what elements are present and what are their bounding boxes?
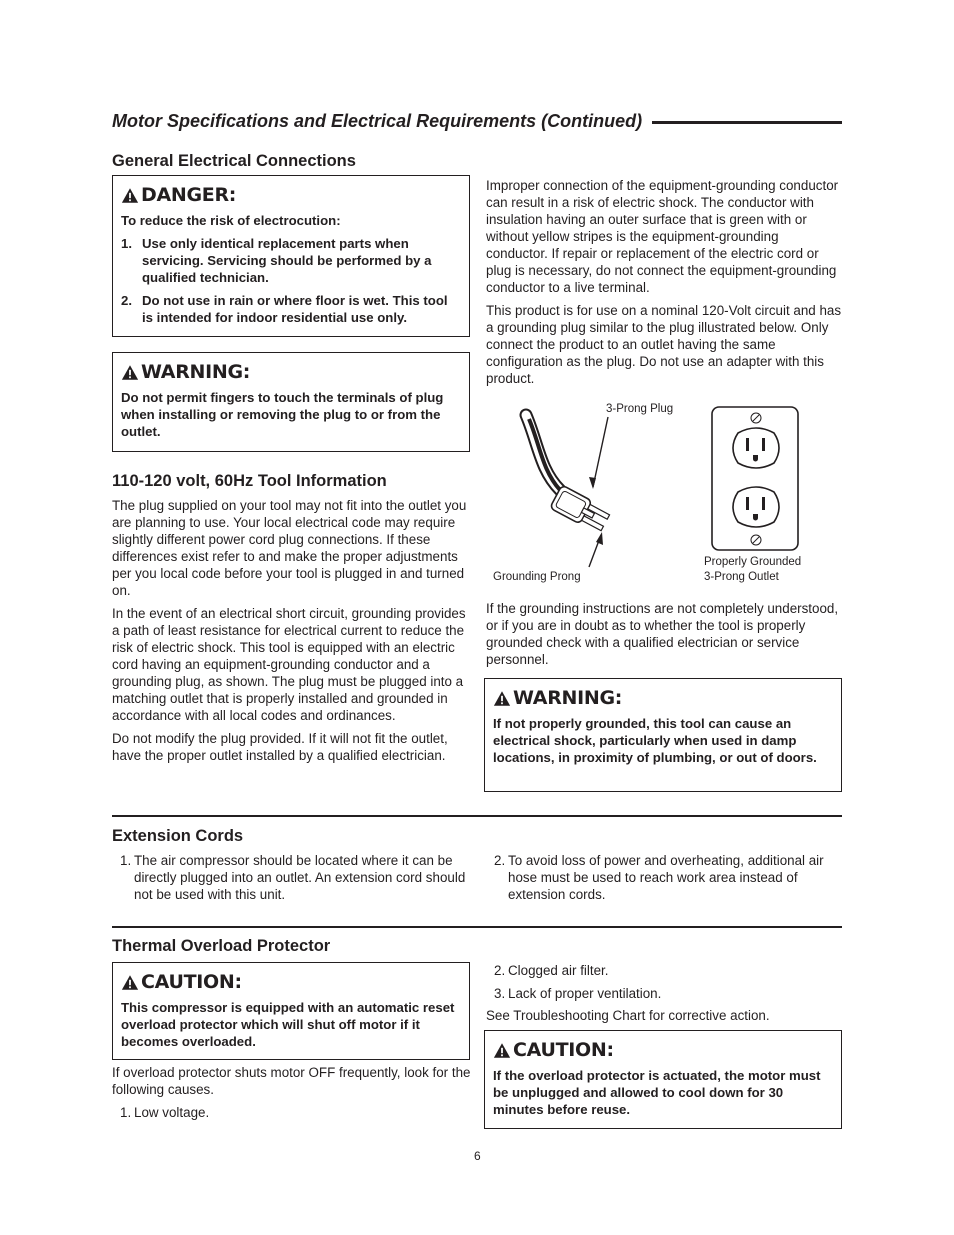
warning-triangle-icon	[121, 364, 139, 381]
page-title: Motor Specifications and Electrical Requirements (Continued)	[112, 110, 643, 131]
danger-title-row	[121, 184, 461, 206]
general-heading: General Electrical Connections	[112, 152, 356, 170]
plug-label: 3-Prong Plug	[606, 403, 674, 415]
caution-title: CAUTION:	[141, 971, 242, 993]
warning-title-row	[493, 687, 833, 709]
page-number: 6	[474, 1149, 481, 1163]
caution-text: If the overload protector is actuated, the motor must be unplugged and allowed to cool down for 30 minutes before reuse.	[493, 1068, 821, 1117]
warning-title: WARNING:	[141, 361, 251, 383]
caution-text: This compressor is equipped with an automatic reset overload protector which will shut off motor if it becomes overloaded.	[121, 1000, 455, 1049]
section-divider	[112, 926, 842, 928]
caution-title-row	[493, 1039, 833, 1061]
list-item: 2. To avoid loss of power and overheating, additional air hose must be used to reach work area instead of extension cords.	[494, 853, 824, 902]
list-item: 2. Clogged air filter.	[494, 963, 609, 978]
paragraph: Improper connection of the equipment-grounding conductor can result in a risk of electric shock. The conductor with insulation having an outer surface that is green with or without yellow stripes is the equipment-grounding conductor. If repair or replacement of the electric cord or plug is necessary, do not connect the equipment-grounding conductor to a live terminal.	[486, 178, 839, 295]
outlet-icon	[712, 407, 798, 550]
list-item: 1. Use only identical replacement parts when servicing. Servicing should be performed by a qualified technician.	[121, 236, 432, 285]
see-chart-text: See Troubleshooting Chart for corrective action.	[486, 1008, 770, 1023]
list-item: 2. Do not use in rain or where floor is wet. This tool is intended for indoor residential use only.	[121, 293, 448, 325]
overload-text: If overload protector shuts motor OFF frequently, look for the following causes.	[112, 1065, 471, 1097]
list-item: 1. The air compressor should be located where it can be directly plugged into an outlet. An extension cord should not be used with this unit.	[120, 853, 466, 902]
caution-box-overload	[112, 962, 470, 1060]
warning-triangle-icon	[493, 1042, 511, 1059]
list-item: 3. Lack of proper ventilation.	[494, 986, 662, 1001]
causes-list-left	[120, 1104, 460, 1127]
warning-box-plug	[112, 352, 470, 452]
warning-title: WARNING:	[513, 687, 623, 709]
warning-text: Do not permit fingers to touch the terminals of plug when installing or removing the plug to or from the outlet.	[121, 390, 444, 439]
warning-box-grounding	[484, 678, 842, 792]
paragraph: In the event of an electrical short circuit, grounding provides a path of least resistance for electrical current to reduce the risk of electric shock. This tool is equipped with an electric cord having an equipment-grounding conductor and a grounding plug, as shown. The plug must be plugged into a matching outlet that is properly installed and grounded in accordance with all local codes and ordinances.	[112, 606, 466, 723]
list-item: 1. Low voltage.	[120, 1105, 210, 1120]
outlet-label-2: 3-Prong Outlet	[704, 571, 779, 583]
caution-box-cooldown	[484, 1030, 842, 1129]
caution-title: CAUTION:	[513, 1039, 614, 1061]
header-rule	[652, 121, 842, 124]
tool-info-heading: 110-120 volt, 60Hz Tool Information	[112, 472, 387, 490]
extension-list-right	[494, 852, 840, 909]
tool-info-text	[112, 497, 472, 770]
caution-title-row	[121, 971, 461, 993]
section-header	[112, 108, 842, 134]
warning-title-row	[121, 361, 461, 383]
outlet-label-1: Properly Grounded	[704, 556, 802, 568]
causes-list-right	[494, 962, 834, 1008]
danger-intro: To reduce the risk of electrocution:	[121, 213, 341, 228]
danger-title: DANGER:	[141, 184, 237, 206]
plug-icon	[526, 415, 611, 534]
warning-triangle-icon	[493, 690, 511, 707]
warning-triangle-icon	[121, 974, 139, 991]
paragraph: This product is for use on a nominal 120-Volt circuit and has a grounding plug similar to the plug illustrated below. Only connect the product to an outlet having the same configuration as the plug. Do not use an adapter with this product.	[486, 303, 842, 386]
prong-label: Grounding Prong	[493, 571, 581, 583]
thermal-heading: Thermal Overload Protector	[112, 937, 331, 955]
extension-list-left	[120, 852, 470, 909]
warning-text: If not properly grounded, this tool can cause an electrical shock, particularly when used in damp locations, in proximity of plumbing, or out of doors.	[493, 716, 817, 765]
grounding-text	[486, 177, 844, 393]
warning-triangle-icon	[121, 187, 139, 204]
paragraph: Do not modify the plug provided. If it will not fit the outlet, have the proper outlet installed by a qualified electrician.	[112, 731, 448, 763]
section-divider	[112, 815, 842, 817]
after-figure-text: If the grounding instructions are not completely understood, or if you are in doubt as to whether the tool is properly grounded check with a qualified electrician or service personnel.	[486, 601, 839, 667]
paragraph: The plug supplied on your tool may not fit into the outlet you are planning to use. Your local electrical code may require slightly different power cord plug connections. If these differences exist refer to and make the proper adjustments per you local code before your tool is plugged in and turned on.	[112, 498, 467, 598]
extension-heading: Extension Cords	[112, 827, 244, 845]
danger-box	[112, 175, 470, 337]
